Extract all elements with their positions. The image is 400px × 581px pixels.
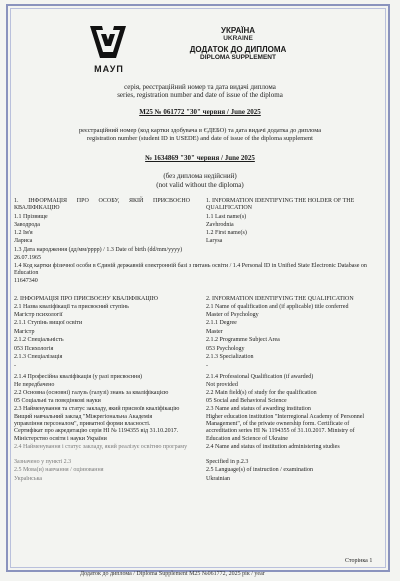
s2en-l6: 2.2 Main field(s) of study for the qualification [206,390,317,396]
s2uk-l7v2: управління персоналом", приватної форми власності. [14,421,151,427]
s2en-l1: 2.1 Name of qualification and (if applicable) title conferred [206,304,349,310]
s2uk-l4: 2.1.3 Спеціалізація [14,354,63,360]
s2uk-l4v: - [14,363,16,369]
first-name-label: 1.2 First name(s) [206,230,247,236]
s2en-l7v2: Management", of the private ownership form. Certificate of [206,421,350,427]
s2en-l2: 2.1.1 Degree [206,320,237,326]
surname-value: Заводрода [14,222,40,228]
s2uk-l2: 2.1.1 Ступінь вищої освіти [14,320,83,326]
s2uk-l2v: Магістр [14,329,35,335]
s2uk-l7v4: Міністерство освіти і науки України [14,436,107,442]
s2en-l9v: Ukrainian [206,476,230,482]
s2uk-l7: 2.3 Найменування та статус закладу, який присвоїв кваліфікацію [14,406,180,412]
s2en-l4: 2.1.3 Specialization [206,354,254,360]
footer-text: Додаток до диплома / Diploma Supplement M25 №061772, 2025 рік / year [80,571,265,577]
section1-title-en: 1. INFORMATION IDENTIFYING THE HOLDER OF THE QUALIFICATION [206,198,355,211]
s2en-l5: 2.1.4 Professional Qualification (if awarded) [206,374,314,380]
s2uk-l5v: Не передбачено [14,382,55,388]
s2en-l7v4: Education and Science of Ukraine [206,436,288,442]
validity-uk: (без диплома недійсний) [163,172,237,180]
s2en-l7v3: accreditation series HI № 1194355 of 31.10.2017. Ministry of [206,428,355,434]
surname-label: 1.1 Прізвище [14,214,48,220]
first-name-value: Larysa [206,238,223,244]
logo-caption: МАУП [94,64,124,74]
country-uk: УКРАЇНА [220,26,256,35]
s2uk-l6: 2.2 Основна (основні) галузь (галузі) знань за кваліфікацією [14,390,169,396]
s2uk-l7v3: Сертифікат про акредитацію серія НІ № 1194355 від 31.10.2017. [14,428,179,434]
s2uk-l8v: Зазначено у пункті 2.3 [14,459,72,465]
s2uk-l7v1: Вищий навчальний заклад "Міжрегіональна Академія [14,414,153,420]
page-number: Сторінка 1 [345,558,373,564]
series-label-uk: серія, реєстраційний номер та дата видачі диплома [124,83,276,91]
dob-value: 26.07.1965 [14,255,41,261]
s2uk-l5: 2.1.4 Професійна кваліфікація (у разі присвоєння) [14,374,143,380]
s2en-l7: 2.3 Name and status of awarding institution [206,406,311,412]
reg-label-uk: реєстраційний номер (код картки здобувача в ЄДЕБО) та дата видачі додатка до диплома [78,127,322,134]
s2uk-l3: 2.1.2 Спеціальність [14,337,64,343]
series-label-en: series, registration number and date of issue of the diploma [117,91,283,99]
maup-logo-icon [86,20,130,64]
s2en-l7v1: Higher education institution "Interregional Academy of Personnel [206,414,365,420]
name-label: 1.2 Ім'я [14,230,33,236]
s2uk-l1v: Магістр психології [14,312,63,318]
s2en-l1v: Master of Psychology [206,312,259,318]
section2-title-uk: 2. ІНФОРМАЦІЯ ПРО ПРИСВОЄНУ КВАЛІФІКАЦІЮ [14,296,158,302]
personal-id-label: 1.4 Код картки фізичної особи в Єдиній державній електронній базі з питань освіти / 1.4 Personal ID in Unified State Electronic Database on Education [14,263,367,276]
section2-title-en: 2. INFORMATION IDENTIFYING THE QUALIFICATION [206,296,354,302]
s2uk-l1: 2.1 Назва кваліфікації та присвоєний ступінь [14,304,129,310]
s2uk-l3v: 053 Психологія [14,346,54,352]
s2uk-l8: 2.4 Найменування і статус закладу, який реалізує освітню програму [14,444,188,450]
last-name-label: 1.1 Last name(s) [206,214,247,220]
s2en-l4v: - [206,363,208,369]
reg-label-en: registration number (student ID in USEDE) and date of issue of the diploma supplement [87,135,313,142]
s2uk-l6v: 05 Соціальні та поведінкові науки [14,398,101,404]
last-name-value: Zavhrodnia [206,222,234,228]
s2en-l3: 2.1.2 Programme Subject Area [206,337,280,343]
s2en-l5v: Not provided [206,382,238,388]
doc-title-uk: ДОДАТОК ДО ДИПЛОМА [189,45,287,54]
validity-en: (not valid without the diploma) [156,181,244,189]
dob-label: 1.3 Дата народження (дд/мм/рррр) / 1.3 Date of birth (dd/mm/yyyy) [14,247,183,253]
s2uk-l9v: Українська [14,476,43,482]
personal-id-value: 11647340 [14,278,38,284]
name-value: Лариса [14,238,33,244]
doc-title-en: DIPLOMA SUPPLEMENT [200,54,276,61]
s2uk-l9: 2.5 Мова(и) навчання / оцінювання [14,467,104,473]
s2en-l9: 2.5 Language(s) of instruction / examination [206,467,313,473]
country-en: UKRAINE [223,35,253,42]
reg-value: № 1634869 "30" червня / June 2025 [145,154,255,162]
s2en-l8v: Specified in p.2.3 [206,459,249,465]
s2en-l6v: 05 Social and Behavioral Science [206,398,287,404]
s2en-l8: 2.4 Name and status of institution administering studies [206,444,340,450]
section1-title-uk: 1. ІНФОРМАЦІЯ ПРО ОСОБУ, ЯКІЙ ПРИСВОЄНО КВАЛІФІКАЦІЮ [14,198,190,211]
series-value: M25 № 061772 "30" червня / June 2025 [139,108,261,116]
s2en-l2v: Master [206,329,223,335]
s2en-l3v: 053 Psychology [206,346,245,352]
